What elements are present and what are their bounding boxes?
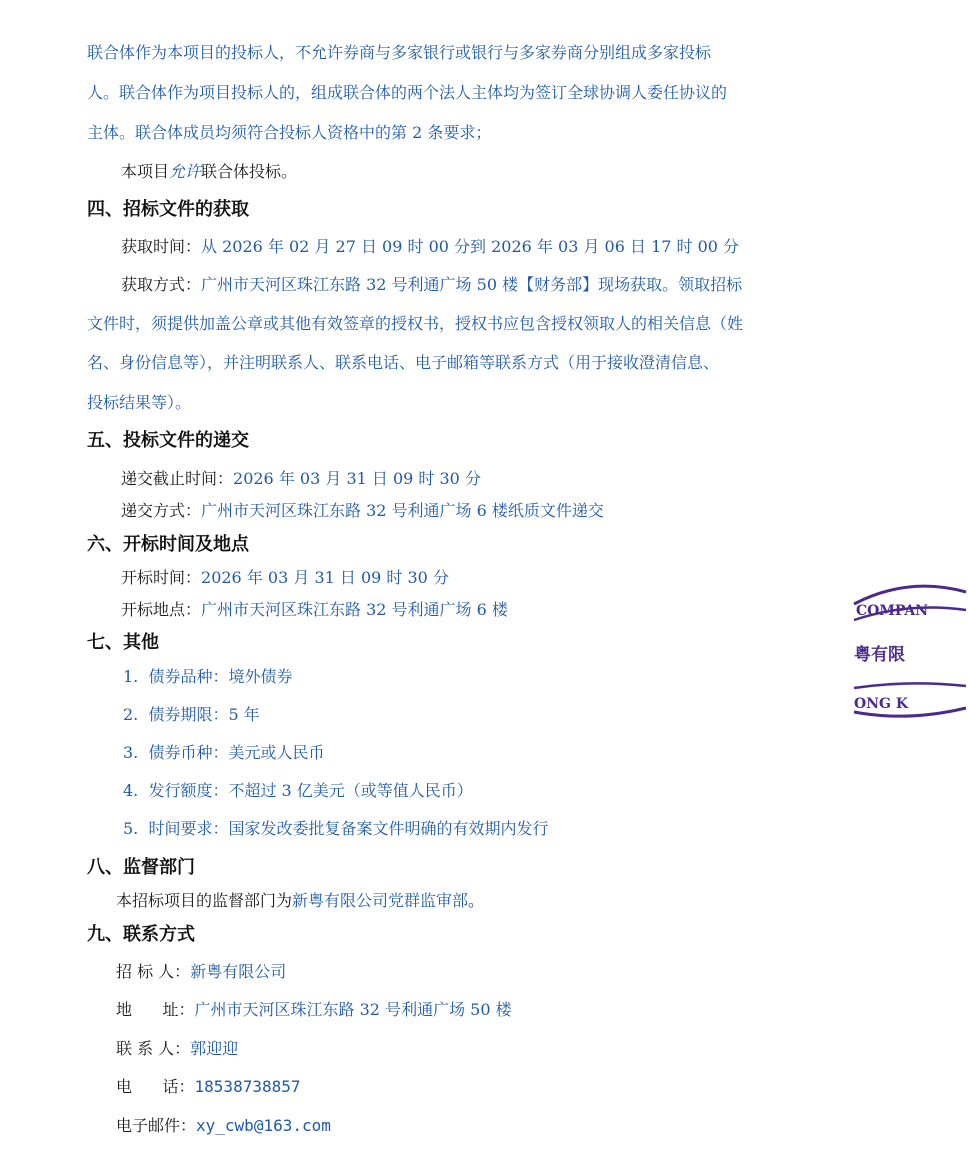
contact-row — [116, 1115, 331, 1137]
contact-row — [116, 1038, 238, 1060]
supervision-org: 新粤有限公司党群监审部 — [292, 891, 469, 910]
contact-row — [116, 999, 512, 1021]
allow-suffix: 联合体投标。 — [201, 162, 298, 181]
contact-value: 18538738857 — [194, 1077, 301, 1096]
section-6-title: 六、开标时间及地点 — [87, 534, 249, 555]
list-item-text: 债券币种：美元或人民币 — [148, 743, 325, 762]
section-8-title: 八、监督部门 — [87, 857, 195, 878]
allow-prefix: 本项目 — [121, 162, 170, 181]
acquire-time-label: 获取时间： — [121, 237, 202, 256]
list-item-number: 1. — [123, 667, 139, 686]
submit-deadline-label: 递交截止时间： — [121, 469, 234, 488]
seal-top-text: COMPAN — [856, 603, 929, 619]
contact-value: xy_cwb@163.com — [196, 1116, 331, 1135]
seal-top-arc — [854, 586, 966, 604]
submit-deadline-value: 2026 年 03 月 31 日 09 时 30 分 — [233, 469, 481, 488]
submit-method — [121, 500, 604, 522]
submit-method-label: 递交方式： — [121, 501, 202, 520]
acquire-method — [121, 274, 742, 296]
opening-time-value: 2026 年 03 月 31 日 09 时 30 分 — [201, 568, 449, 587]
allow-word: 允许 — [169, 162, 202, 181]
list-item-text: 发行额度：不超过 3 亿美元（或等值人民币） — [148, 781, 473, 800]
supervision-prefix: 本招标项目的监督部门为 — [116, 891, 293, 910]
section-7-title: 七、其他 — [87, 632, 159, 653]
submit-method-value: 广州市天河区珠江东路 32 号利通广场 6 楼纸质文件递交 — [201, 501, 604, 520]
acquire-method-line-2: 文件时，须提供加盖公章或其他有效签章的授权书，授权书应包含授权领取人的相关信息（姓 — [87, 314, 744, 333]
contact-label: 电 话： — [116, 1077, 195, 1096]
list-item-number: 4. — [123, 781, 139, 800]
list-item-text: 债券品种：境外债券 — [148, 667, 293, 686]
contact-row — [116, 961, 286, 983]
list-item — [123, 704, 260, 726]
acquire-time — [121, 236, 739, 258]
opening-time-label: 开标时间： — [121, 568, 202, 587]
seal-middle-text: 粤有限 — [854, 645, 905, 665]
acquire-time-value: 从 2026 年 02 月 27 日 09 时 00 分到 2026 年 03 月 06 日 17 时 00 分 — [201, 237, 740, 256]
section-5-title: 五、投标文件的递交 — [87, 430, 249, 451]
submit-deadline — [121, 468, 481, 490]
contact-row — [116, 1076, 301, 1098]
company-seal — [848, 580, 968, 730]
section-9-title: 九、联系方式 — [87, 924, 195, 945]
list-item-text: 时间要求：国家发改委批复备案文件明确的有效期内发行 — [148, 819, 549, 838]
contact-value: 郭迎迎 — [190, 1039, 239, 1058]
opening-place-value: 广州市天河区珠江东路 32 号利通广场 6 楼 — [201, 600, 508, 619]
list-item — [123, 780, 473, 802]
company-seal-graphic — [848, 580, 968, 730]
opening-place — [121, 599, 508, 621]
intro-line-1: 联合体作为本项目的投标人，不允许券商与多家银行或银行与多家券商分别组成多家投标 — [87, 43, 712, 62]
contact-value: 新粤有限公司 — [190, 962, 287, 981]
contact-label: 电子邮件： — [116, 1116, 197, 1135]
intro-line-3: 主体。联合体成员均须符合投标人资格中的第 2 条要求； — [87, 123, 492, 142]
list-item-number: 3. — [123, 743, 139, 762]
contact-label: 联 系 人： — [116, 1039, 191, 1058]
opening-time — [121, 567, 449, 589]
contact-value: 广州市天河区珠江东路 32 号利通广场 50 楼 — [194, 1000, 512, 1019]
acquire-method-line-3: 名、身份信息等），并注明联系人、联系电话、电子邮箱等联系方式（用于接收澄清信息、 — [87, 353, 720, 372]
contact-label: 地 址： — [116, 1000, 195, 1019]
acquire-method-label: 获取方式： — [121, 275, 202, 294]
intro-line-2: 人。联合体作为项目投标人的，组成联合体的两个法人主体均为签订全球协调人委任协议的 — [87, 83, 728, 102]
supervision-text — [116, 890, 484, 912]
contact-label: 招 标 人： — [116, 962, 191, 981]
seal-bottom-text: ONG K — [854, 696, 908, 712]
list-item-number: 5. — [123, 819, 139, 838]
allow-statement — [121, 161, 297, 183]
list-item — [123, 666, 292, 688]
supervision-suffix: 。 — [468, 891, 485, 910]
seal-inner-bottom-arc — [854, 683, 966, 688]
list-item-text: 债券期限：5 年 — [148, 705, 260, 724]
section-4-title: 四、招标文件的获取 — [87, 199, 249, 220]
list-item — [123, 742, 324, 764]
acquire-method-line-1: 广州市天河区珠江东路 32 号利通广场 50 楼【财务部】现场获取。领取招标 — [201, 275, 743, 294]
opening-place-label: 开标地点： — [121, 600, 202, 619]
list-item — [123, 818, 548, 840]
acquire-method-line-4: 投标结果等）。 — [87, 393, 192, 412]
list-item-number: 2. — [123, 705, 139, 724]
